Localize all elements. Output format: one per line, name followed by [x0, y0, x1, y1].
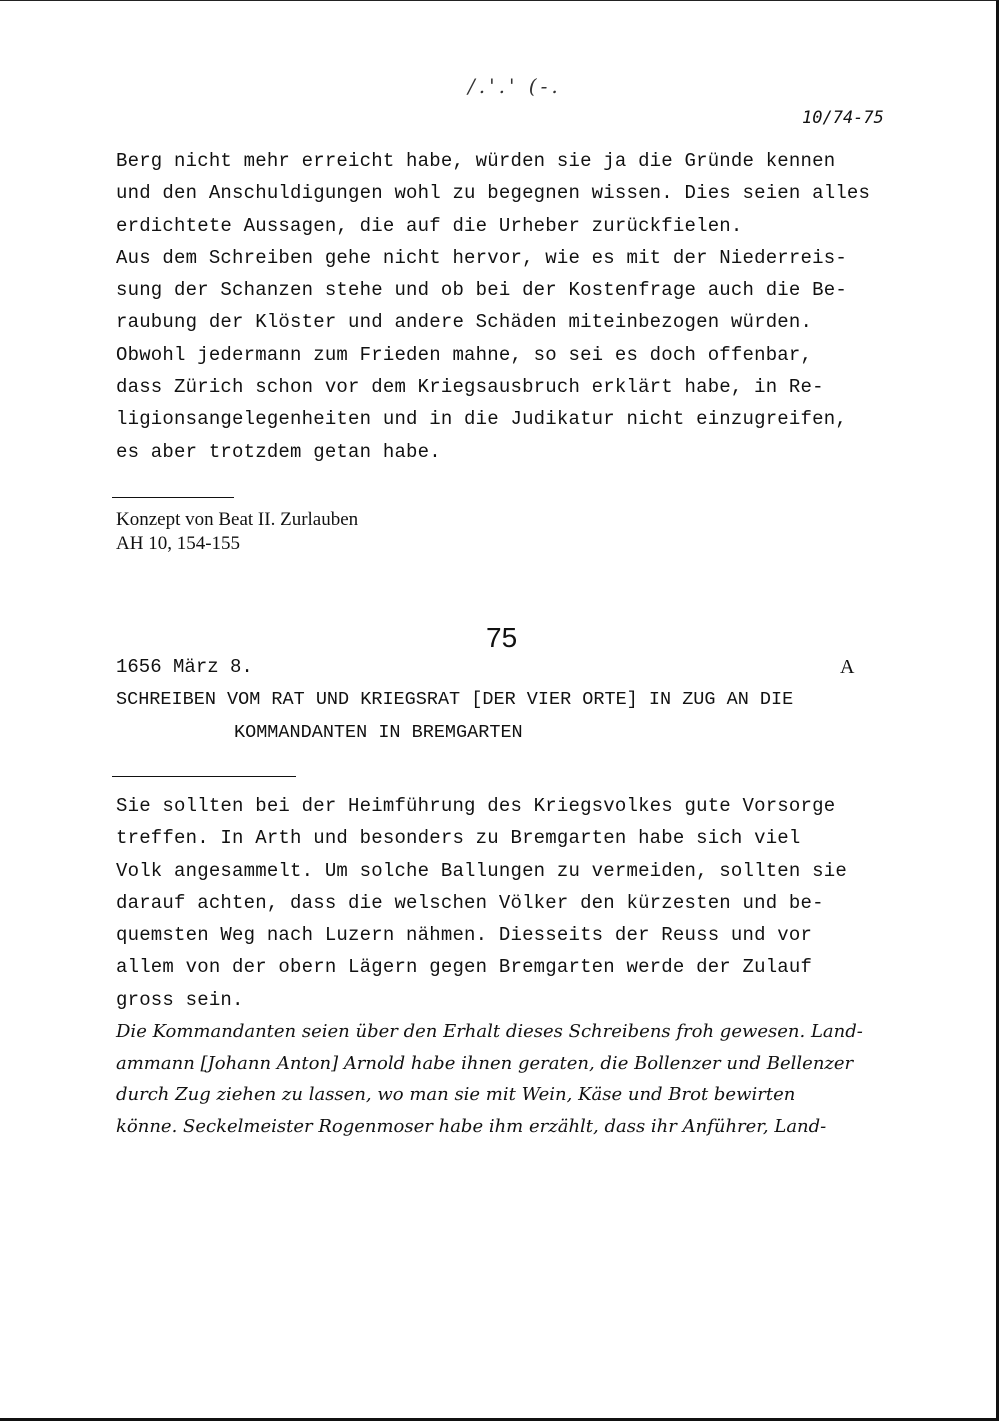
text-line: könne. Seckelmeister Rogenmoser habe ihm erzählt, dass ihr Anführer, Land-	[116, 1115, 827, 1137]
source-line: Konzept von Beat II. Zurlauben	[116, 509, 359, 530]
text-line: es aber trotzdem getan habe.	[116, 440, 441, 463]
page-reference: 10/74-75	[802, 108, 884, 128]
summary-paragraph	[116, 790, 906, 1016]
text-line: Die Kommandanten seien über den Erhalt dieses Schreibens froh gewesen. Land-	[116, 1021, 863, 1042]
text-line: Obwohl jedermann zum Frieden mahne, so sei es doch offenbar,	[116, 343, 813, 366]
divider-rule	[112, 497, 234, 498]
text-line: Berg nicht mehr erreicht habe, würden sie ja die Gründe kennen	[116, 150, 836, 172]
text-line: Volk angesammelt. Um solche Ballungen zu vermeiden, sollten sie	[116, 859, 847, 882]
text-line: sung der Schanzen stehe und ob bei der Kostenfrage auch die Be-	[116, 279, 847, 302]
divider-rule	[112, 776, 296, 777]
text-line: darauf achten, dass die welschen Völker den kürzesten und be-	[116, 891, 824, 914]
text-line: gross sein.	[116, 988, 244, 1011]
text-line: Aus dem Schreiben gehe nicht hervor, wie es mit der Niederreis-	[116, 246, 847, 269]
text-line: durch Zug ziehen zu lassen, wo man sie mit Wein, Käse und Brot bewirten	[116, 1084, 796, 1105]
text-line: quemsten Weg nach Luzern nähmen. Diesseits der Reuss und vor	[116, 924, 813, 947]
text-line: und den Anschuldigungen wohl zu begegnen wissen. Dies seien alles	[116, 182, 871, 205]
source-line: AH 10, 154-155	[116, 533, 241, 554]
source-note	[116, 508, 358, 556]
document-number: 75	[486, 622, 518, 653]
text-line: raubung der Klöster und andere Schäden miteinbezogen würden.	[116, 311, 813, 334]
text-line: allem von der obern Lägern gegen Bremgarten werde der Zulauf	[116, 956, 813, 979]
document-heading: SCHREIBEN VOM RAT UND KRIEGSRAT [DER VIER ORTE] IN ZUG AN DIE	[116, 689, 794, 710]
text-line: ammann [Johann Anton] Arnold habe ihnen geraten, die Bollenzer und Bellenzer	[116, 1052, 854, 1074]
text-line: erdichtete Aussagen, die auf die Urheber zurückfielen.	[116, 214, 743, 237]
document-letter-code: A	[840, 656, 855, 678]
text-line: treffen. In Arth und besonders zu Bremgarten habe sich viel	[116, 827, 801, 850]
text-line: dass Zürich schon vor dem Kriegsausbruch erklärt habe, in Re-	[116, 376, 824, 399]
text-line: ligionsangelegenheiten und in die Judikatur nicht einzugreifen,	[116, 408, 847, 431]
document-date: 1656 März 8.	[116, 656, 253, 678]
text-line: Sie sollten bei der Heimführung des Kriegsvolkes gute Vorsorge	[116, 795, 836, 817]
document-heading-continued: KOMMANDANTEN IN BREMGARTEN	[234, 722, 523, 743]
paragraph-continuation	[116, 145, 906, 468]
handwritten-mark: /.'.' (-.	[468, 74, 562, 98]
italic-summary-paragraph	[116, 1016, 906, 1142]
